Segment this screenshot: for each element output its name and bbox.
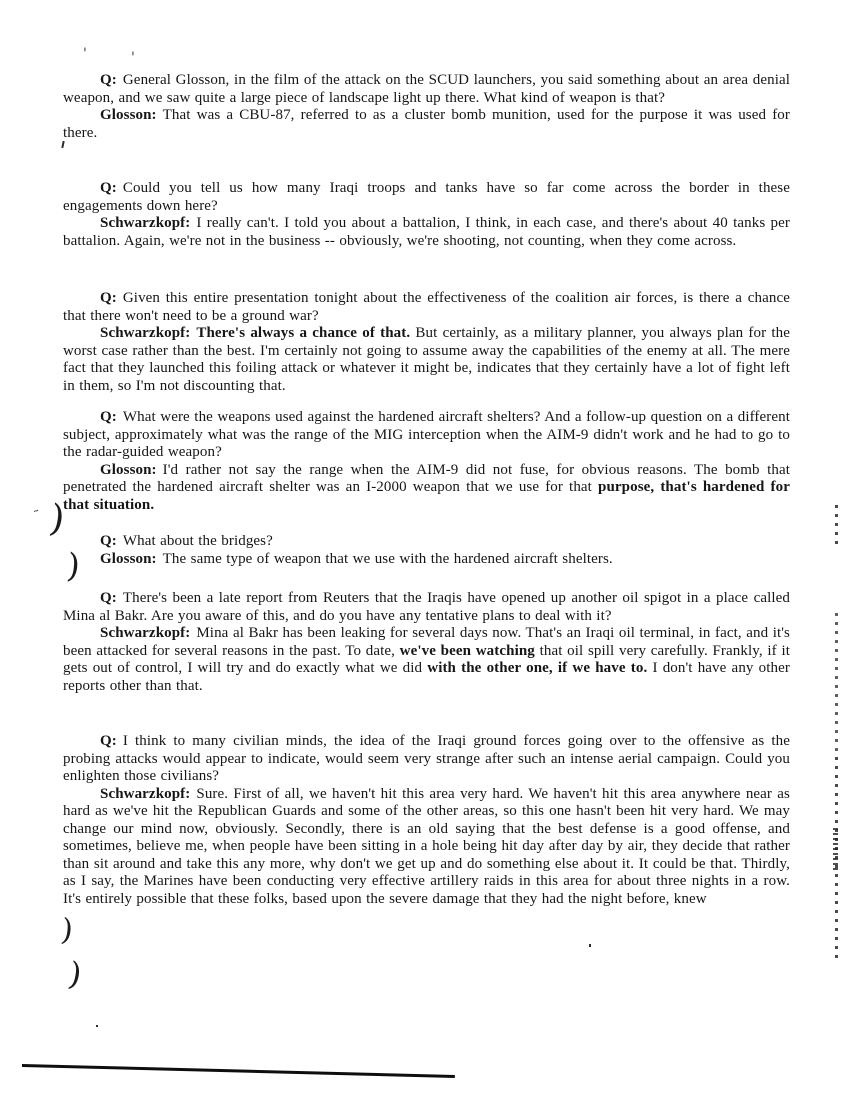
qa-group-7 [63, 733, 790, 908]
handwritten-paren-mark-1: ) [46, 496, 68, 541]
answer-text: that oil spill very carefully. Frankly, if it gets out of control, I will try and do exactly what we did [63, 642, 790, 676]
speaker-label: Glosson: [100, 107, 157, 123]
right-margin-scan-noise-dense [833, 828, 838, 872]
qa-group-2 [63, 180, 790, 250]
answer-text: I'd rather not say the range when the AIM-9 did not fuse, for obvious reasons. The bomb that penetrated the hardened aircraft shelter was an I-2000 weapon that we use for that [63, 461, 790, 495]
qa-group-4 [63, 409, 790, 514]
question-text: Given this entire presentation tonight about the effectiveness of the coalition air forces, is there a chance that there won't need to be a ground war? [63, 290, 790, 324]
pen-tick-mark-2: ' [131, 50, 135, 66]
question-text: There's been a late report from Reuters that the Iraqis have opened up another oil spigot in a place called Mina al Bakr. Are you aware of this, and do you have any tentative plans to deal with it? [63, 590, 790, 624]
question-text: General Glosson, in the film of the attack on the SCUD launchers, you said something about an area denial weapon, and we saw quite a large piece of landscape light up there. What kind of weapon is that? [63, 72, 790, 106]
scan-speck-2 [589, 944, 591, 947]
answer-paragraph [63, 462, 790, 515]
qa-group-3 [63, 290, 790, 395]
bottom-scan-line [22, 1064, 455, 1078]
question-text: What were the weapons used against the hardened aircraft shelters? And a follow-up question on a different subject, approximately what was the range of the MIG interception when the AIM-9 didn't work and he had to go to the radar-guided weapon? [63, 409, 790, 460]
answer-text: Mina al Bakr has been leaking for several days now. That's an Iraqi oil terminal, in fact, and it's been attacked for several reasons in the past. To date, [63, 625, 790, 659]
answer-text: I don't have any other reports other than that. [63, 660, 790, 694]
question-paragraph [63, 590, 790, 625]
question-text: What about the bridges? [122, 533, 273, 549]
qa-group-1 [63, 72, 790, 142]
answer-text-bold: purpose, that's hardened for that situation. [63, 479, 790, 513]
scan-speck-3 [96, 1025, 98, 1027]
answer-paragraph [63, 786, 790, 909]
question-paragraph [63, 290, 790, 325]
question-label: Q: [100, 72, 117, 88]
answer-paragraph [63, 215, 790, 250]
speaker-label: Schwarzkopf: [100, 215, 191, 231]
question-paragraph [63, 533, 790, 551]
right-margin-scan-noise-1 [835, 505, 838, 547]
answer-text: The same type of weapon that we use with the hardened aircraft shelters. [162, 550, 613, 567]
answer-text: But certainly, as a military planner, you always plan for the worst case rather than the best. I'm certainly not going to assume away the capabilities of the enemy at all. The mere fact that they launched this foiling attack or whatever it might be, indicates that they certainly have a lot of fight left in them, so I'm not discounting that. [63, 325, 791, 394]
question-label: Q: [100, 590, 117, 606]
speaker-label: Glosson: [100, 550, 157, 567]
question-paragraph [63, 180, 790, 215]
speaker-label: Schwarzkopf: [100, 625, 191, 641]
handwritten-dots-mark: ··· [31, 504, 40, 519]
question-label: Q: [100, 533, 117, 549]
handwritten-paren-mark-3: ) [58, 912, 75, 949]
question-paragraph [63, 409, 790, 462]
pen-tick-mark-1: ' [83, 46, 87, 62]
qa-group-5 [63, 533, 790, 568]
handwritten-paren-mark-4: ) [65, 954, 85, 994]
answer-paragraph [63, 107, 790, 142]
question-label: Q: [100, 409, 117, 425]
question-label: Q: [100, 290, 117, 306]
answer-text: Sure. First of all, we haven't hit this area very hard. We haven't hit this area anywhere near as hard as we've hit the Republican Guards and some of the other areas, so this one hasn't been hit very hard. We may change our mind now, obviously. Secondly, there is an old saying that the best defense is a good offense, and sometimes, believe me, when people have been sitting in a hole being hit day after day by air, they decide that rather than sit around and take this any more, why don't we get up and do something else about it. It could be that. Thirdly, as I say, the Marines have been conducting very effective artillery raids in this area for about three nights in a row. It's entirely possible that these folks, based upon the severe damage that they had the night before, knew [63, 785, 790, 907]
question-label: Q: [100, 180, 117, 196]
question-paragraph [63, 72, 790, 107]
qa-group-6 [63, 590, 790, 695]
speaker-label: Schwarzkopf: [100, 325, 191, 341]
question-text: I think to many civilian minds, the idea of the Iraqi ground forces going over to the offensive as the probing attacks would appear to indicate, would seem very strange after such an intense aerial campaign. Could you enlighten those civilians? [63, 733, 790, 784]
answer-text-bold: with the other one, if we have to. [427, 660, 648, 676]
speaker-label: Glosson: [100, 461, 157, 478]
question-paragraph [63, 733, 790, 786]
answer-text-bold: There's always a chance of that. [196, 325, 411, 341]
answer-paragraph [63, 551, 790, 569]
handwritten-paren-mark-2: ) [64, 545, 82, 586]
speaker-label: Schwarzkopf: [100, 785, 191, 802]
right-margin-scan-noise-2 [835, 613, 838, 753]
answer-text: I really can't. I told you about a battalion, I think, in each case, and there's about 40 tanks per battalion. Again, we're not in the business -- obviously, we're shooting, not counting, when they come across. [63, 215, 790, 249]
answer-text-bold: we've been watching [399, 642, 535, 659]
answer-text: That was a CBU-87, referred to as a cluster bomb munition, used for the purpose it was used for there. [63, 107, 790, 141]
answer-paragraph [63, 625, 790, 695]
question-text: Could you tell us how many Iraqi troops and tanks have so far come across the border in these engagements down here? [63, 180, 790, 214]
answer-paragraph [63, 325, 790, 395]
question-label: Q: [100, 733, 117, 749]
